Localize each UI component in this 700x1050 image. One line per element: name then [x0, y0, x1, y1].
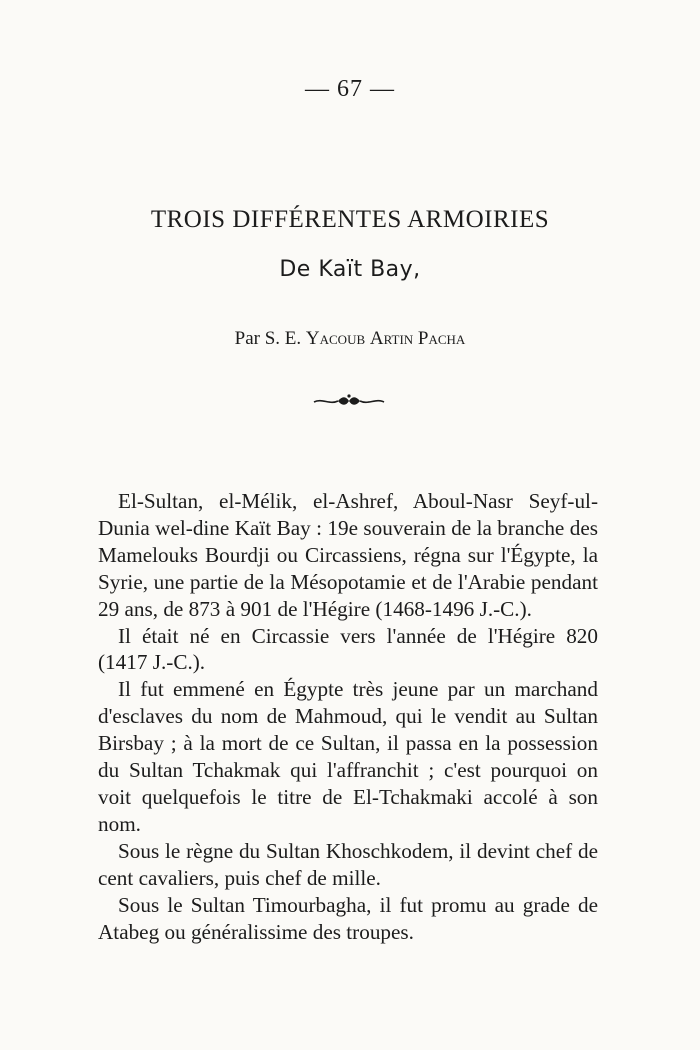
paragraph-4: Sous le règne du Sultan Khoschkodem, il devint chef de cent cavaliers, puis chef de mille.	[98, 838, 598, 890]
body-text	[98, 488, 598, 945]
paragraph-1: El-Sultan, el-Mélik, el-Ashref, Aboul-Nasr Seyf-ul-Dunia wel-dine Kaït Bay : 19e souverain de la branche des Mamelouks Bourdji ou Circassiens, régna sur l'Égypte, la Syrie, une partie de la Mésopotamie et de l'Arabie pendant 29 ans, de 873 à 901 de l'Hégire (1468-1496 J.-C.).	[98, 489, 598, 621]
paragraph-2: Il était né en Circassie vers l'année de l'Hégire 820 (1417 J.-C.).	[98, 623, 598, 675]
paragraph-5: Sous le Sultan Timourbagha, il fut promu au grade de Atabeg ou généralissime des troupes.	[98, 892, 598, 944]
author-name-1: Yacoub	[305, 328, 366, 349]
page-title: TROIS DIFFÉRENTES ARMOIRIES	[150, 206, 550, 233]
byline-prefix: Par S. E.	[234, 328, 306, 349]
ornament-icon	[312, 392, 386, 410]
byline	[0, 328, 700, 350]
subtitle: De Kaït Bay,	[279, 257, 421, 282]
author-name-2: Artin	[369, 328, 414, 349]
author-name-3: Pacha	[417, 328, 466, 349]
page-number: — 67 —	[305, 76, 395, 102]
paragraph-3: Il fut emmené en Égypte très jeune par un marchand d'esclaves du nom de Mahmoud, qui le vendit au Sultan Birsbay ; à la mort de ce Sultan, il passa en la possession du Sultan Tchakmak qui l'affranchit ; c'est pourquoi on voit quelquefois le titre de El-Tchakmaki accolé à son nom.	[98, 677, 598, 836]
